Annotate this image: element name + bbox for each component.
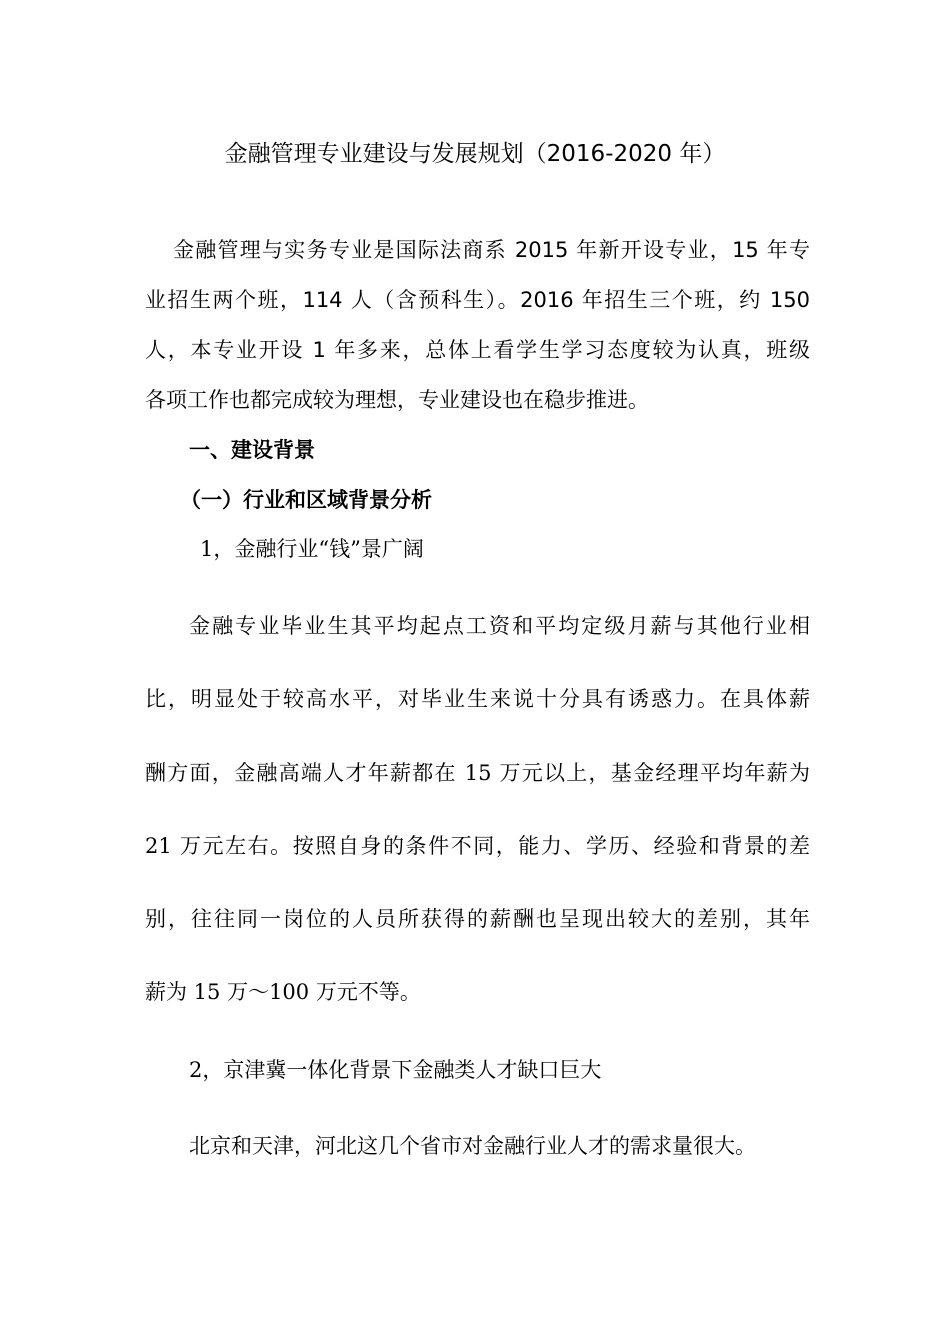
item-1-line-2: 比，明显处于较高水平，对毕业生来说十分具有诱惑力。在具体薪	[145, 687, 810, 711]
intro-line-4: 各项工作也都完成较为理想，专业建设也在稳步推进。	[145, 388, 649, 412]
item-1-line-6: 薪为 15 万～100 万元不等。	[145, 980, 421, 1004]
item-1-line-5: 别，往往同一岗位的人员所获得的薪酬也呈现出较大的差别，其年	[145, 907, 810, 931]
item-2-heading: 2，京津冀一体化背景下金融类人才缺口巨大	[189, 1058, 602, 1082]
section-heading: 一、建设背景	[189, 438, 315, 462]
item-1-line-3: 酬方面，金融高端人才年薪都在 15 万元以上，基金经理平均年薪为	[145, 761, 810, 785]
item-1-line-1: 金融专业毕业生其平均起点工资和平均定级月薪与其他行业相	[189, 614, 810, 638]
item-1-line-4: 21 万元左右。按照自身的条件不同，能力、学历、经验和背景的差	[145, 834, 810, 858]
document-title: 金融管理专业建设与发展规划（2016-2020 年）	[224, 141, 726, 167]
intro-line-2: 业招生两个班，114 人（含预科生）。2016 年招生三个班，约 150	[145, 288, 810, 312]
intro-line-1: 金融管理与实务专业是国际法商系 2015 年新开设专业，15 年专	[173, 238, 810, 262]
item-1-heading: 1，金融行业“钱”景广阔	[200, 537, 424, 561]
intro-line-3: 人，本专业开设 1 年多来，总体上看学生学习态度较为认真，班级	[145, 338, 810, 362]
subsection-heading: （一）行业和区域背景分析	[180, 488, 432, 512]
item-2-line-1: 北京和天津，河北这几个省市对金融行业人才的需求量很大。	[189, 1134, 756, 1158]
